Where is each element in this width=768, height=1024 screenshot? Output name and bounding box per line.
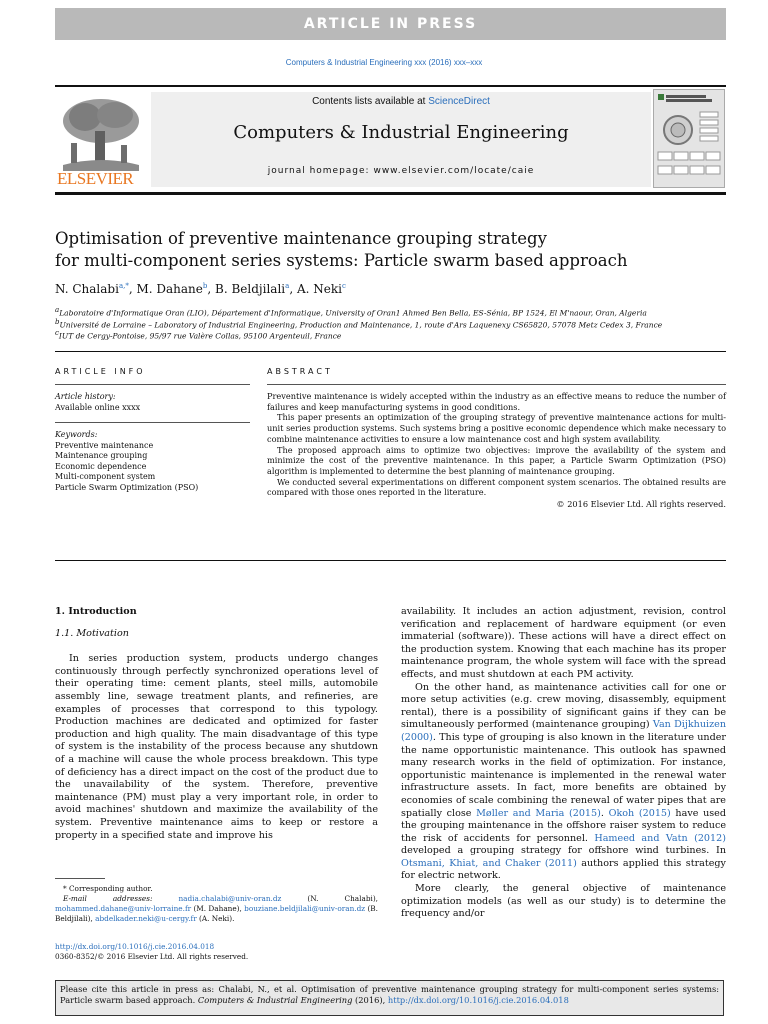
text-run: On the other hand, as maintenance activities call for one or more setup activities (e.g. crew moving, disassembly, equipment rental), there is a possibility of significant gains if they can be simultaneously performed (maintenance grouping) [401, 681, 726, 731]
citation-year: (2016), [352, 995, 388, 1005]
journal-header [55, 85, 726, 195]
email-link[interactable]: nadia.chalabi@univ-oran.dz [178, 894, 282, 903]
affiliation-text: Laboratoire d'Informatique Oran (LIO), Département d'Informatique, University of Oran1 Ahmed Ben Bella, ES-Sénia, BP 1524, El M'naour, Oran, Algeria [59, 308, 647, 318]
email-owner: (A. Neki). [196, 914, 235, 923]
email-owner: (M. Dahane), [191, 904, 245, 913]
body-paragraph: In series production system, products undergo changes continuously through perfectly synchronized operations level of their operating time: cement plants, steel mills, automobile assembly line, sewage treatment plants, and refineries, are examples of processes that correspond to this typology. Production machines are dedicated and optimized for faster production and high quality. The main disadvantage of this type of system is the instability of the process because any shutdown of a machine will cause the whole process breakdown. This type of deficiency has a direct impact on the cost of the product due to the unavailability of the system. Therefore, preventive maintenance (PM) must play a very important role, in order to avoid machines' shutdown and maximize the availability of the system. Preventive maintenance aims to keep or restore a property in a specified state and improve his [55, 653, 378, 841]
citation-box [55, 980, 724, 1016]
article-in-press-banner: ARTICLE IN PRESS [55, 8, 726, 40]
abstract-paragraph: Preventive maintenance is widely accepted within the industry as an effective means to reduce the number of failures and keep manufacturing systems in good conditions. [267, 391, 726, 412]
history-label: Article history: [55, 392, 116, 401]
author-affiliation-sup[interactable]: a [285, 282, 290, 290]
citation-journal: Computers & Industrial Engineering [197, 995, 353, 1005]
author-list [55, 282, 346, 296]
keyword: Economic dependence [55, 461, 147, 471]
issn-line: 0360-8352/© 2016 Elsevier Ltd. All rights reserved. [55, 952, 249, 961]
divider [55, 560, 726, 561]
author-separator: , [207, 282, 216, 296]
affiliation-text: IUT de Cergy-Pontoise, 95/97 rue Valère Collas, 95100 Argenteuil, France [58, 331, 342, 341]
citation-text: Please cite this article in press as: Chalabi, N., et al. Optimisation of preventive maintenance grouping strategy for multi-component series systems: Particle swarm based approach. [60, 984, 719, 1005]
keyword: Maintenance grouping [55, 451, 148, 460]
abstract-body [267, 391, 726, 510]
contents-prefix: Contents lists available at [312, 96, 429, 107]
citation-link[interactable]: Van Dijkhuizen (2000) [401, 719, 726, 743]
footnote-divider [55, 878, 105, 879]
email-label: E-mail addresses: [63, 894, 153, 903]
keyword: Preventive maintenance [55, 440, 154, 450]
article-info-heading: ARTICLE INFO [55, 367, 146, 376]
text-run: developed a grouping strategy for offshore wind turbines. In [401, 845, 726, 857]
journal-cover-icon [654, 90, 724, 187]
section-heading: 1. Introduction [55, 606, 137, 617]
author-affiliation-sup[interactable]: a,* [118, 282, 129, 290]
text-run: . This type of grouping is also known in the literature under the name opportunistic maintenance. This outlook has spawned many research works in the field of optimization. For instance, opportunistic maintenance is implemented in the renewal water infrastructure assets. In fact, more benefits are obtained by economies of scale combining the renewal of water pipes that are spatially close [401, 731, 726, 819]
author-separator: , [289, 282, 297, 296]
author: B. Beldjilali [215, 282, 286, 296]
history-value: Available online xxxx [55, 402, 141, 412]
keyword: Particle Swarm Optimization (PSO) [55, 482, 199, 492]
abstract-heading: ABSTRACT [267, 367, 333, 376]
divider [55, 422, 250, 423]
citation-link[interactable]: Otsmani, Khiat, and Chaker (2011) [401, 857, 577, 869]
paper-title [55, 228, 655, 272]
sciencedirect-link[interactable]: ScienceDirect [428, 96, 490, 107]
email-link[interactable]: abdelkader.neki@u-cergy.fr [95, 914, 197, 923]
journal-reference[interactable]: Computers & Industrial Engineering xxx (2016) xxx–xxx [285, 58, 483, 67]
divider [55, 351, 726, 352]
elsevier-wordmark: ELSEVIER [57, 169, 134, 188]
subsection-heading: 1.1. Motivation [55, 627, 129, 639]
title-line-2: for multi-component series systems: Particle swarm based approach [55, 251, 628, 270]
journal-cover-thumbnail[interactable] [653, 89, 725, 188]
email-owner: (B. Beldjilali), [55, 904, 378, 923]
affiliation-text: Université de Lorraine – Laboratory of Industrial Engineering, Production and Maintenance, 1, route d'Ars Laquenexy CS65820, 57078 Metz Cedex 3, France [59, 320, 663, 330]
affiliation-sup: a [55, 306, 60, 314]
citation-doi-link[interactable]: http://dx.doi.org/10.1016/j.cie.2016.04.018 [387, 995, 569, 1005]
citation-link[interactable]: Møller and Maria (2015) [476, 807, 601, 819]
author: M. Dahane [136, 282, 203, 296]
body-right-column [401, 606, 726, 921]
elsevier-logo[interactable] [55, 95, 147, 189]
email-link[interactable]: mohammed.dahane@univ-lorraine.fr [55, 904, 192, 913]
article-history [55, 392, 250, 413]
email-owner: (N. Chalabi), [281, 894, 378, 903]
affiliation-sup: c [55, 329, 59, 337]
text-run: authors applied this strategy for electric network. [401, 857, 726, 882]
body-paragraph: availability. It includes an action adjustment, revision, control verification and replacement of hardware equipment (or even immaterial (software)). These actions will have a direct effect on the production system. Knowing that each machine has its proper maintenance program, the whole system will face with the spread effects, and must shutdown at each PM activity. [401, 606, 726, 680]
keywords-label: Keywords: [55, 430, 98, 439]
journal-title: Computers & Industrial Engineering [233, 122, 569, 143]
author: A. Neki [296, 282, 342, 296]
abstract-paragraph: The proposed approach aims to optimize two objectives: improve the availability of the system and minimize the cost of the preventive maintenance. In this paper, a Particle Swarm Optimization (PSO) algorithm is implemented to determine the best planning of maintenance grouping. [267, 444, 726, 476]
footnotes [55, 884, 378, 924]
corresponding-author-note: * Corresponding author. [63, 884, 153, 893]
text-run: have used the grouping maintenance in the offshore raiser system to reduce the risk of accidents for personnel. [401, 807, 726, 844]
keywords-block [55, 430, 250, 493]
contents-line [151, 96, 651, 107]
doi-link[interactable]: http://dx.doi.org/10.1016/j.cie.2016.04.018 [55, 942, 215, 951]
journal-homepage[interactable]: journal homepage: www.elsevier.com/locate/caie [267, 166, 535, 176]
divider [55, 384, 250, 385]
copyright: © 2016 Elsevier Ltd. All rights reserved. [556, 499, 726, 510]
title-line-1: Optimisation of preventive maintenance grouping strategy [55, 229, 547, 248]
body-paragraph [401, 682, 726, 884]
text-run: . [600, 807, 609, 819]
abstract-paragraph: This paper presents an optimization of the grouping strategy of preventive maintenance actions for multi-unit series production systems. Such systems bring a positive economic dependence which make necessary to combine maintenance activities to ensure a low maintenance cost and high system availability. [267, 412, 726, 444]
body-paragraph: More clearly, the general objective of maintenance optimization models (as well as our study) is to determine the frequency and/or [401, 883, 726, 920]
email-link[interactable]: bouziane.beldjilali@univ-oran.dz [244, 904, 366, 913]
affiliation-b [55, 318, 662, 330]
affiliation-sup: b [55, 318, 60, 326]
body-left-column [55, 606, 378, 842]
citation-link[interactable]: Okoh (2015) [608, 807, 671, 819]
divider [267, 384, 726, 385]
citation-link[interactable]: Hameed and Vatn (2012) [594, 832, 726, 844]
author-affiliation-sup[interactable]: b [202, 282, 208, 290]
keyword: Multi-component system [55, 472, 156, 481]
author: N. Chalabi [55, 282, 119, 296]
elsevier-tree-icon [55, 95, 147, 171]
affiliation-a [55, 306, 647, 318]
journal-banner-box [151, 92, 651, 187]
author-affiliation-sup[interactable]: c [341, 282, 346, 290]
email-addresses [55, 894, 378, 924]
affiliation-c [55, 329, 341, 341]
doi-block [55, 942, 248, 962]
author-separator: , [128, 282, 137, 296]
abstract-paragraph: We conducted several experimentations on different component system scenarios. The obtained results are compared with those ones reported in the literature. [267, 476, 726, 498]
